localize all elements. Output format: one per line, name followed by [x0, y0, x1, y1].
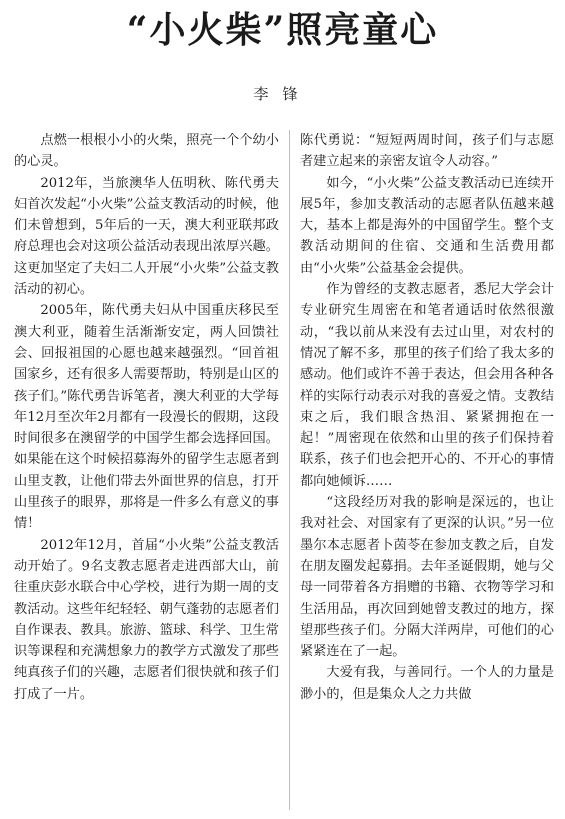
- paragraph: “这段经历对我的影响是深远的，也让我对社会、对国家有了更深的认识。”另一位墨尔本志愿者卜茵苓在参加支教之后，自发在朋友圈发起募捐。去年圣诞假期，她与父母一同带着各方捐赠的书籍、衣物等学习和生活用品，再次回到她曾支教过的地方，探望那些孩子们。分隔大洋两岸，可他们的心紧紧连在了一起。: [300, 495, 554, 660]
- paragraph: 如今，“小火柴”公益支教活动已连续开展5年，参加支教活动的志愿者队伍越来越大，基本上都是海外的中国留学生。整个支教活动期间的住宿、交通和生活费用都由“小火柴”公益基金会提供。: [300, 175, 554, 276]
- paragraph: 陈代勇说：“短短两周时间，孩子们与志愿者建立起来的亲密友谊令人动容。”: [300, 133, 554, 170]
- paragraph: 2005年，陈代勇夫妇从中国重庆移民至澳大利亚，随着生活渐渐安定，两人回馈社会、回报祖国的心愿也越来越强烈。“回首祖国家乡，还有很多人需要帮助，特别是山区的孩子们。”陈代勇告诉笔者，澳大利亚的大学每年12月至次年2月都有一段漫长的假期，这段时间很多在澳留学的中国学生都会选择回国。如果能在这个时候招募海外的留学生志愿者到山里支教，让他们带去外面世界的信息，打开山里孩子的眼界，那将是一件多么有意义的事情！: [14, 303, 279, 532]
- column-divider: [289, 130, 290, 810]
- paragraph: 作为曾经的支教志愿者，悉尼大学会计专业研究生周密在和笔者通话时依然很激动，“我以前从来没有去过山里，对农村的情况了解不多，那里的孩子们给了我太多的感动。他们或许不善于表达，但会用各种各样的实际行动表示对我的喜爱之情。支教结束之后，我们眼含热泪、紧紧拥抱在一起！”周密现在依然和山里的孩子们保持着联系，孩子们也会把开心的、不开心的事情都向她倾诉……: [300, 282, 554, 489]
- paragraph: 大爱有我，与善同行。一个人的力量是渺小的，但是集众人之力共做: [300, 665, 554, 702]
- paragraph: 2012年，当旅澳华人伍明秋、陈代勇夫妇首次发起“小火柴”公益支教活动的时候，他们未曾想到，5年后的一天，澳大利亚联邦政府总理也会对这项公益活动表现出浓厚兴趣。这更加坚定了夫妇二人开展“小火柴”公益支教活动的初心。: [14, 175, 279, 298]
- paragraph: 点燃一根根小小的火柴，照亮一个个幼小的心灵。: [14, 133, 279, 170]
- author-name: 李锋: [253, 85, 312, 103]
- paragraph: 2012年12月，首届“小火柴”公益支教活动开始了。9名支教志愿者走进西部大山，前往重庆彭水联合中心学校，进行为期一周的支教活动。这些年纪轻轻、朝气蓬勃的志愿者们自作课表、教具。旅游、篮球、科学、卫生常识等课程和充满想象力的教学方式激发了那些纯真孩子们的兴趣，志愿者们很快就和孩子们打成了一片。: [14, 537, 279, 702]
- article-title: “小火柴”照亮童心: [126, 9, 439, 51]
- left-column: [14, 130, 279, 705]
- right-column: [300, 130, 554, 705]
